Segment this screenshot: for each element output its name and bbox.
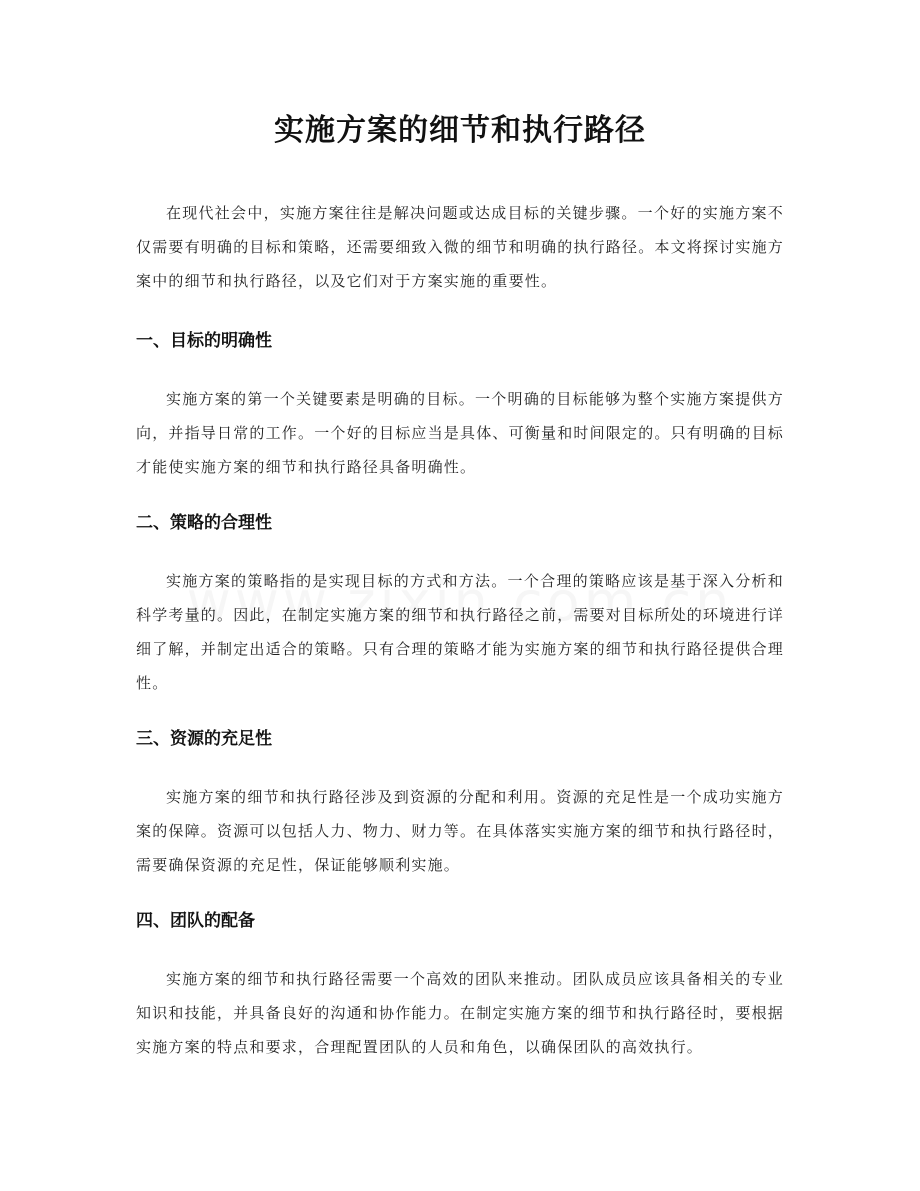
spacer: [136, 298, 784, 324]
section-goal: [136, 324, 784, 484]
section-heading: 二、策略的合理性: [136, 513, 272, 533]
spacer: [136, 358, 784, 382]
section-paragraph: 实施方案的细节和执行路径涉及到资源的分配和利用。资源的充足性是一个成功实施方案的保障。资源可以包括人力、物力、财力等。在具体落实实施方案的细节和执行路径时，需要确保资源的充足性，保证能够顺利实施。: [136, 788, 785, 874]
spacer: [136, 756, 784, 780]
section-paragraph: 实施方案的策略指的是实现目标的方式和方法。一个合理的策略应该是基于深入分析和科学考量的。因此，在制定实施方案的细节和执行路径之前，需要对目标所处的环境进行详细了解，并制定出适合的策略。只有合理的策略才能为实施方案的细节和执行路径提供合理性。: [136, 572, 785, 692]
section-team: [136, 904, 784, 1064]
spacer: [136, 700, 784, 722]
section-resources: [136, 722, 784, 882]
section-heading: 三、资源的充足性: [136, 729, 272, 749]
spacer: [136, 540, 784, 564]
spacer: [136, 938, 784, 962]
section-strategy: [136, 506, 784, 700]
spacer: [136, 882, 784, 904]
document-title: 实施方案的细节和执行路径: [274, 113, 646, 148]
section-paragraph: 实施方案的第一个关键要素是明确的目标。一个明确的目标能够为整个实施方案提供方向，并指导日常的工作。一个好的目标应当是具体、可衡量和时间限定的。只有明确的目标才能使实施方案的细节和执行路径具备明确性。: [136, 390, 785, 476]
section-heading: 一、目标的明确性: [136, 331, 272, 351]
section-heading: 四、团队的配备: [136, 911, 255, 931]
intro-paragraph: 在现代社会中，实施方案往往是解决问题或达成目标的关键步骤。一个好的实施方案不仅需要有明确的目标和策略，还需要细致入微的细节和明确的执行路径。本文将探讨实施方案中的细节和执行路径，以及它们对于方案实施的重要性。: [136, 204, 785, 290]
section-paragraph: 实施方案的细节和执行路径需要一个高效的团队来推动。团队成员应该具备相关的专业知识和技能，并具备良好的沟通和协作能力。在制定实施方案的细节和执行路径时，要根据实施方案的特点和要求，合理配置团队的人员和角色，以确保团队的高效执行。: [136, 970, 785, 1056]
spacer: [136, 484, 784, 506]
